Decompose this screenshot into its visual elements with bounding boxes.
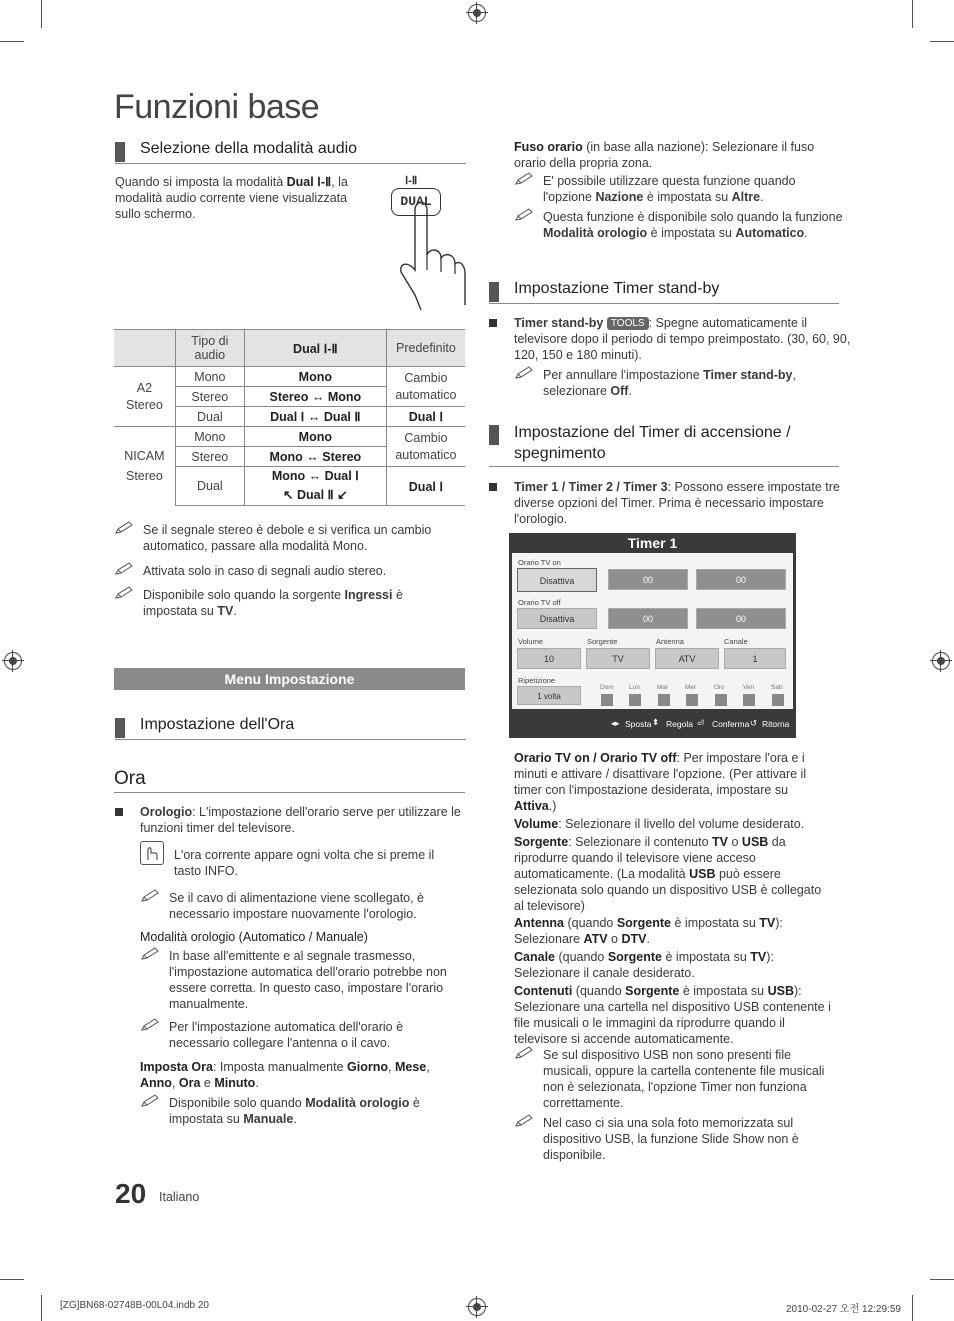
- pencil-icon: [140, 1018, 160, 1032]
- crop-mark: [0, 41, 24, 42]
- crop-mark: [41, 1295, 42, 1321]
- audio-table: [114, 329, 465, 506]
- mode-note-1: In base all'emittente e al segnale trasmesso, l'impostazione automatica dell'orario potrebbe non essere corretta. In questo caso, impostare l'orario manualmente.: [140, 948, 474, 1012]
- pencil-icon: [514, 1046, 534, 1060]
- table-header: Predefinito: [386, 330, 465, 367]
- desc-volume: Volume: Selezionare il livello del volume desiderato.: [514, 817, 805, 831]
- antenna-field[interactable]: ATV: [655, 648, 719, 669]
- fuso-note-1: E' possibile utilizzare questa funzione quando l'opzione Nazione è impostata su Altre.: [514, 173, 843, 205]
- timer-nav-bar: [509, 709, 796, 738]
- label-on: Orario TV on: [518, 558, 561, 567]
- table-cell: Dual: [175, 467, 244, 506]
- table-cell: Dual Ⅰ ↔ Dual Ⅱ: [244, 407, 386, 427]
- off-hour-field[interactable]: 00: [608, 608, 688, 629]
- table-header: Dual Ⅰ-Ⅱ: [244, 330, 386, 367]
- audio-note-2: Attivata solo in caso di segnali audio stereo.: [114, 563, 473, 579]
- off-minute-field[interactable]: 00: [696, 608, 786, 629]
- photo-note: Nel caso ci sia una sola foto memorizzata sul dispositivo USB, la funzione Slide Show non è disponibile.: [514, 1115, 833, 1163]
- crop-mark: [41, 0, 42, 28]
- fuso-note-2: Questa funzione è disponibile solo quando la funzione Modalità orologio è impostata su Automatico.: [514, 209, 843, 241]
- tools-badge: TOOLS: [607, 317, 649, 330]
- table-header: [114, 330, 175, 367]
- table-cell: Mono: [244, 427, 386, 447]
- adjust-icon: ⬍: [652, 717, 660, 727]
- label-off: Orario TV off: [518, 598, 561, 607]
- crop-mark: [912, 0, 913, 28]
- page-title: Funzioni base: [114, 88, 320, 126]
- table-cell: Mono: [175, 367, 244, 387]
- on-activate-select[interactable]: Disattiva: [517, 568, 597, 592]
- standby-note: Per annullare l'impostazione Timer stand-by, selezionare Off.: [514, 367, 853, 399]
- table-cell: Dual Ⅰ: [386, 407, 465, 427]
- table-cell: [244, 467, 386, 506]
- table-cell: Dual: [175, 407, 244, 427]
- dual-label: Ⅰ-Ⅱ: [405, 175, 418, 187]
- crop-mark: [912, 1295, 913, 1321]
- table-cell: Stereo ↔ Mono: [244, 387, 386, 407]
- pencil-icon: [114, 562, 134, 576]
- day-label: Dom: [600, 684, 614, 691]
- mode-note-2: Per l'impostazione automatica dell'orario è necessario collegare l'antenna o il cavo.: [140, 1019, 459, 1051]
- table-header: Tipo di audio: [175, 330, 244, 367]
- pencil-icon: [514, 208, 534, 222]
- table-cell: Dual Ⅰ: [386, 467, 465, 506]
- table-cell: Mono ↔ Stereo: [244, 447, 386, 467]
- enter-icon: ⏎: [697, 718, 705, 728]
- remote-dual-button-illustration: [385, 170, 470, 315]
- fuso-orario: Fuso orario (in base alla nazione): Selezionare il fuso orario della propria zona.: [514, 140, 815, 170]
- label-repeat: Ripetizione: [518, 676, 556, 685]
- nav-move: Sposta: [625, 719, 652, 729]
- table-cell: A2 Stereo: [114, 367, 175, 427]
- dual-button: DUAL: [391, 188, 441, 216]
- desc-orario: Orario TV on / Orario TV off: Per impostare l'ora e i minuti e attivare / disattivare l'opzione. (Per attivare il timer con l'impostazione desiderata, impostare su Attiva.): [514, 751, 807, 813]
- table-cell: Stereo: [175, 447, 244, 467]
- desc-antenna: Antenna (quando Sorgente è impostata su TV): Selezionare ATV o DTV.: [514, 916, 783, 946]
- day-checkbox[interactable]: [743, 694, 755, 706]
- table-cell: Cambio automatico: [386, 367, 465, 407]
- table-cell: NICAM Stereo: [114, 427, 175, 506]
- label-channel: Canale: [724, 637, 748, 646]
- pencil-icon: [514, 172, 534, 186]
- label-antenna: Antenna: [656, 637, 684, 646]
- table-cell: Stereo: [175, 387, 244, 407]
- day-label: Gio: [714, 684, 725, 691]
- footer-date: 2010-02-27 오전 12:29:59: [786, 1304, 901, 1315]
- audio-intro: Quando si imposta la modalità Dual Ⅰ-Ⅱ, la modalità audio corrente viene visualizzata sullo schermo.: [115, 175, 348, 221]
- pencil-icon: [140, 947, 160, 961]
- ora-heading: Ora: [114, 768, 465, 793]
- off-activate-select[interactable]: Disattiva: [517, 608, 597, 629]
- crop-mark: [930, 1279, 954, 1280]
- usb-note: Se sul dispositivo USB non sono presenti file musicali, oppure la cartella contenente file musicali non è selezionata, l'opzione Timer non funziona correttamente.: [514, 1047, 839, 1111]
- pencil-icon: [514, 366, 534, 380]
- pencil-icon: [114, 521, 134, 535]
- imposta-ora: Imposta Ora: Imposta manualmente Giorno, Mese, Anno, Ora e Minuto.: [140, 1060, 430, 1090]
- orologio-item: Orologio: L'impostazione dell'orario serve per utilizzare le funzioni timer del televisore.: [115, 804, 480, 836]
- nav-adjust: Regola: [666, 719, 693, 729]
- table-cell: Mono: [244, 367, 386, 387]
- day-label: Lun: [629, 684, 640, 691]
- label-source: Sorgente: [587, 637, 618, 646]
- nav-confirm: Conferma: [712, 719, 750, 729]
- mode-heading: Modalità orologio (Automatico / Manuale): [140, 930, 368, 944]
- footer-file: [ZG]BN68-02748B-00L04.indb 20: [60, 1300, 209, 1311]
- desc-sorgente: Sorgente: Selezionare il contenuto TV o USB da riprodurre quando il televisore viene acceso automaticamente. (La modalità USB può essere selezionata solo quando un dispositivo USB è collegato al televisore): [514, 835, 822, 913]
- section-heading-audio: Selezione della modalità audio: [115, 139, 466, 164]
- desc-contenuti: Contenuti (quando Sorgente è impostata su USB): Selezionare una cartella nel dispositivo USB contenente i file musicali o le immagini da riprodurre quando il televisore si accende automaticamente.: [514, 984, 831, 1046]
- registration-mark-icon: [4, 652, 22, 670]
- power-note: Se il cavo di alimentazione viene scollegato, è necessario impostare nuovamente l'orologio.: [140, 890, 474, 922]
- day-label: Sab: [771, 684, 783, 691]
- crop-mark: [930, 41, 954, 42]
- day-checkbox[interactable]: [658, 694, 670, 706]
- info-note: L'ora corrente appare ogni volta che si preme il tasto INFO.: [174, 848, 435, 878]
- day-label: Mar: [657, 684, 669, 691]
- registration-mark-icon: [468, 1298, 486, 1316]
- move-icon: ◂▸: [611, 718, 620, 728]
- day-checkbox[interactable]: [772, 694, 784, 706]
- pencil-icon: [114, 586, 134, 600]
- registration-mark-icon: [932, 652, 950, 670]
- day-checkbox[interactable]: [601, 694, 613, 706]
- imposta-note: Disponibile solo quando Modalità orologio è impostata su Manuale.: [140, 1095, 474, 1127]
- day-label: Mer: [685, 684, 697, 691]
- section-heading-standby: Impostazione Timer stand-by: [489, 279, 839, 304]
- pencil-icon: [514, 1114, 534, 1128]
- section-heading-onoff-timer: Impostazione del Timer di accensione / spegnimento: [489, 422, 839, 467]
- crop-mark: [0, 1279, 24, 1280]
- pencil-icon: [140, 889, 160, 903]
- timer-title: Timer 1: [627, 535, 678, 551]
- on-minute-field[interactable]: 00: [696, 569, 786, 590]
- section-heading-clock: Impostazione dell'Ora: [115, 715, 466, 740]
- page-language: Italiano: [159, 1190, 200, 1204]
- source-field[interactable]: TV: [586, 648, 650, 669]
- table-cell: Cambio automatico: [386, 427, 465, 467]
- table-cell: Mono: [175, 427, 244, 447]
- hand-icon: [385, 170, 470, 315]
- day-checkbox[interactable]: [686, 694, 698, 706]
- day-checkbox[interactable]: [629, 694, 641, 706]
- volume-field[interactable]: 10: [517, 648, 581, 669]
- table-cell-line: Mono ↔ Dual Ⅰ: [271, 469, 359, 483]
- standby-item: Timer stand-by TOOLS : Spegne automaticamente il televisore dopo il periodo di tempo preimpostato. (30, 60, 90, 120, 150 e 180 minuti).: [489, 315, 862, 363]
- page-number: 20: [115, 1178, 147, 1209]
- nav-return: Ritorna: [762, 719, 790, 729]
- channel-field[interactable]: 1: [724, 648, 786, 669]
- on-hour-field[interactable]: 00: [608, 569, 688, 590]
- table-cell-line: ↖ Dual Ⅱ ↙: [283, 488, 348, 502]
- desc-canale: Canale (quando Sorgente è impostata su TV): Selezionare il canale desiderato.: [514, 950, 774, 980]
- timer-body: [512, 553, 793, 709]
- timers-item: Timer 1 / Timer 2 / Timer 3: Possono essere impostate tre diverse opzioni del Timer. Prima è necessario impostare l'orologio.: [489, 479, 862, 527]
- return-icon: ↺: [750, 718, 758, 728]
- info-remote-icon: [140, 841, 164, 865]
- repeat-field[interactable]: 1 volta: [517, 686, 581, 705]
- menu-impostazione-bar: Menu Impostazione: [114, 668, 465, 690]
- day-checkbox[interactable]: [715, 694, 727, 706]
- day-label: Ven: [743, 684, 755, 691]
- audio-note-3: Disponibile solo quando la sorgente Ingressi è impostata su TV.: [114, 587, 453, 619]
- pencil-icon: [140, 1094, 160, 1108]
- registration-mark-icon: [468, 4, 486, 22]
- label-volume: Volume: [518, 637, 544, 646]
- audio-note-1: Se il segnale stereo è debole e si verifica un cambio automatico, passare alla modalità Mono.: [114, 522, 473, 554]
- timer-screen: [509, 533, 796, 738]
